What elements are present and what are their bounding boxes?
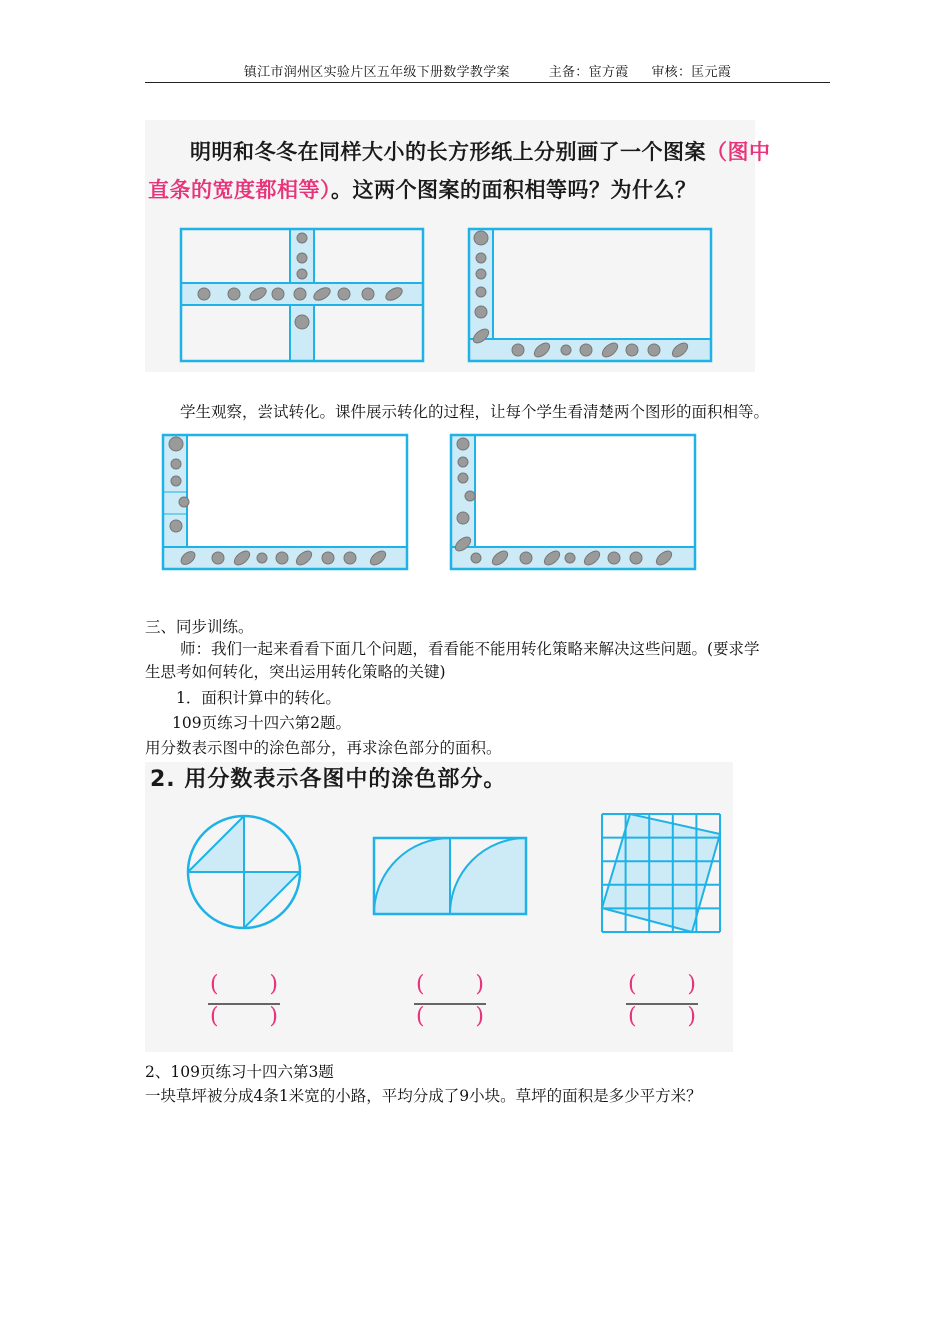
numerator-close-paren: ): [687, 972, 696, 997]
item-1-heading: 1．面积计算中的转化。: [176, 689, 341, 707]
fraction-blank-1[interactable]: [208, 972, 280, 1032]
problem-line-2: [148, 174, 697, 204]
exercise-title: 2. 用分数表示各图中的涂色部分。: [150, 767, 507, 792]
numerator-close-paren: ): [475, 972, 484, 997]
item-2-heading: 2、109页练习十四六第3题: [145, 1063, 334, 1081]
denominator-open-paren: (: [210, 1004, 219, 1029]
item-2-task: 一块草坪被分成4条1米宽的小路，平均分成了9小块。草坪的面积是多少平方米？: [145, 1087, 702, 1105]
circle-figure: [186, 814, 302, 930]
numerator-open-paren: (: [416, 972, 425, 997]
denominator-open-paren: (: [416, 1004, 425, 1029]
header-author: 主备：宦方霞: [548, 65, 629, 80]
section-heading: 三、同步训练。: [145, 618, 254, 636]
problem-question: 。这两个图案的面积相等吗？为什么？: [331, 178, 697, 202]
grid-square-figure: [600, 812, 722, 934]
teacher-line-2: 生思考如何转化，突出运用转化策略的关键): [145, 663, 446, 681]
problem-note-2: 直条的宽度都相等）: [148, 178, 331, 202]
item-1-page-ref: 109页练习十四六第2题。: [172, 714, 351, 732]
transform-figure-2: [450, 434, 696, 570]
item-1-task: 用分数表示图中的涂色部分，再求涂色部分的面积。: [145, 739, 502, 757]
problem-line-1: [190, 136, 771, 166]
header-reviewer: 审核：匡元霞: [651, 65, 732, 80]
denominator-close-paren: ): [687, 1004, 696, 1029]
transform-figure-1: [162, 434, 408, 570]
arc-rectangle-figure: [372, 836, 528, 916]
problem-note: （图中: [706, 140, 771, 164]
fraction-blank-3[interactable]: [626, 972, 698, 1032]
denominator-close-paren: ): [269, 1004, 278, 1029]
fraction-blank-2[interactable]: [414, 972, 486, 1032]
page-header: [145, 64, 830, 83]
cross-pattern-figure: [180, 228, 424, 362]
denominator-close-paren: ): [475, 1004, 484, 1029]
l-pattern-figure: [468, 228, 712, 362]
teacher-line-1: 师：我们一起来看看下面几个问题，看看能不能用转化策略来解决这些问题。(要求学: [180, 640, 760, 658]
problem-text: 明明和冬冬在同样大小的长方形纸上分别画了一个图案: [190, 140, 706, 164]
denominator-open-paren: (: [628, 1004, 637, 1029]
numerator-open-paren: (: [628, 972, 637, 997]
header-school: 镇江市润州区实验片区五年级下册数学教学案: [243, 65, 510, 80]
numerator-open-paren: (: [210, 972, 219, 997]
numerator-close-paren: ): [269, 972, 278, 997]
observe-paragraph: 学生观察，尝试转化。课件展示转化的过程，让每个学生看清楚两个图形的面积相等。: [180, 403, 770, 421]
